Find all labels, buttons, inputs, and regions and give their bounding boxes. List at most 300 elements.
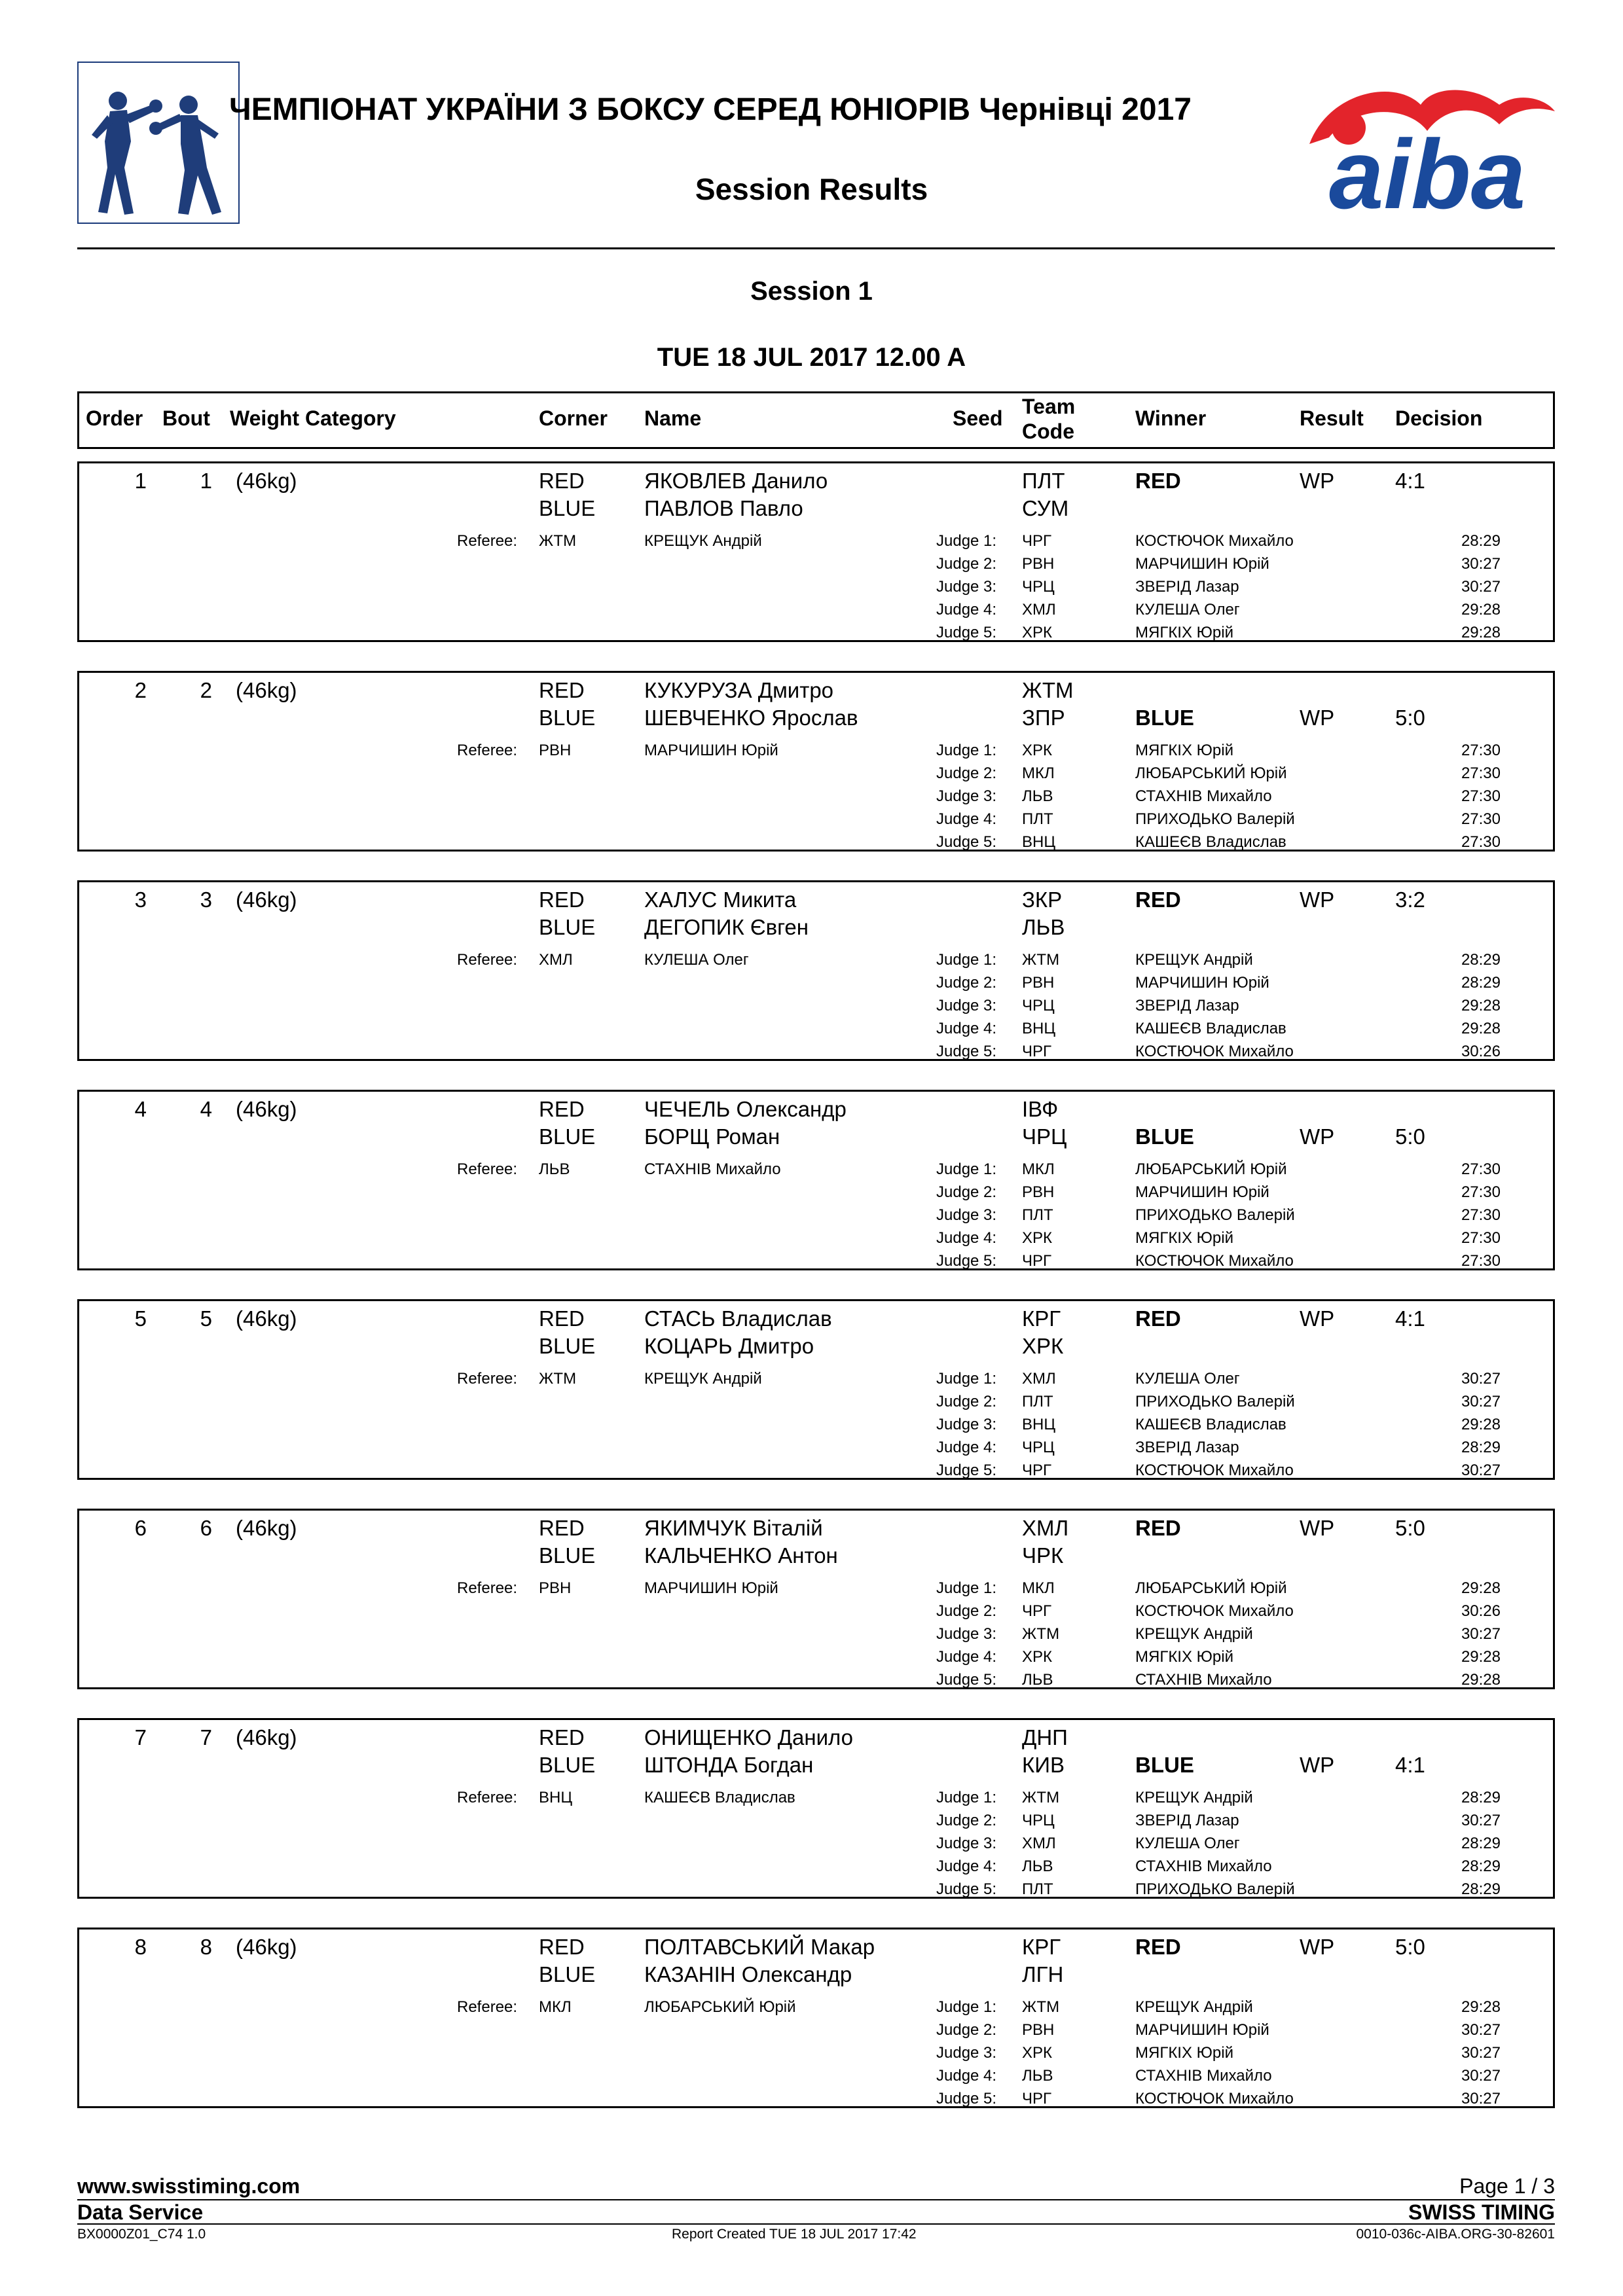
judge-label: Judge 2: bbox=[936, 555, 997, 573]
judge-team: ХРК bbox=[1022, 624, 1052, 641]
judge-label: Judge 2: bbox=[936, 2021, 997, 2039]
judge-label: Judge 1: bbox=[936, 1998, 997, 2016]
judge-score: 29:28 bbox=[1461, 1671, 1501, 1689]
judge-name: ПРИХОДЬКО Валерій bbox=[1135, 810, 1295, 828]
footer-data-service: Data Service bbox=[77, 2200, 204, 2224]
judge-label: Judge 1: bbox=[936, 1160, 997, 1178]
judge-label: Judge 4: bbox=[936, 810, 997, 828]
footer-doc-code: BX0000Z01_C74 1.0 bbox=[77, 2227, 206, 2242]
judge-score: 27:30 bbox=[1461, 1160, 1501, 1178]
judge-team: ПЛТ bbox=[1022, 1880, 1053, 1898]
referee-team: ЛЬВ bbox=[539, 1160, 570, 1178]
judge-team: ЛЬВ bbox=[1022, 1857, 1053, 1875]
judge-name: МАРЧИШИН Юрій bbox=[1135, 974, 1269, 992]
judge-label: Judge 2: bbox=[936, 1602, 997, 1620]
judge-team: ЧРГ bbox=[1022, 1602, 1051, 1620]
judge-team: ХМЛ bbox=[1022, 1835, 1056, 1852]
judge-name: КРЕЩУК Андрій bbox=[1135, 1998, 1253, 2016]
col-weight: Weight Category bbox=[230, 406, 396, 430]
judge-label: Judge 5: bbox=[936, 1252, 997, 1270]
judge-name: КУЛЕША Олег bbox=[1135, 601, 1240, 619]
referee-label: Referee: bbox=[457, 532, 518, 550]
judge-name: КАШЕЄВ Владислав bbox=[1135, 833, 1286, 851]
bout-decision: 5:0 bbox=[1395, 1935, 1425, 1959]
judge-name: КОСТЮЧОК Михайло bbox=[1135, 2090, 1294, 2108]
judge-label: Judge 5: bbox=[936, 1462, 997, 1479]
judge-team: ЖТМ bbox=[1022, 1625, 1060, 1643]
judge-label: Judge 5: bbox=[936, 1043, 997, 1060]
referee-label: Referee: bbox=[457, 1579, 518, 1597]
judge-label: Judge 5: bbox=[936, 624, 997, 641]
judge-score: 30:26 bbox=[1461, 1043, 1501, 1060]
footer-report-created: Report Created TUE 18 JUL 2017 17:42 bbox=[672, 2227, 917, 2242]
judge-score: 28:29 bbox=[1461, 1789, 1501, 1806]
bout-decision: 5:0 bbox=[1395, 1124, 1425, 1149]
judge-team: ВНЦ bbox=[1022, 1416, 1056, 1433]
judge-score: 29:28 bbox=[1461, 624, 1501, 641]
blue-corner-label: BLUE bbox=[539, 1543, 596, 1568]
bout-weight: (46kg) bbox=[236, 1097, 297, 1121]
judge-team: ЧРЦ bbox=[1022, 578, 1055, 596]
judge-team: ВНЦ bbox=[1022, 833, 1056, 851]
judge-label: Judge 1: bbox=[936, 1789, 997, 1806]
col-code: Code bbox=[1022, 420, 1074, 443]
judge-name: МЯГКІХ Юрій bbox=[1135, 742, 1233, 759]
judge-team: ВНЦ bbox=[1022, 1020, 1056, 1037]
session-name: Session 1 bbox=[750, 277, 873, 306]
red-team-code: ІВФ bbox=[1022, 1097, 1059, 1121]
bout-decision: 5:0 bbox=[1395, 1516, 1425, 1540]
referee-label: Referee: bbox=[457, 1160, 518, 1178]
judge-name: КРЕЩУК Андрій bbox=[1135, 951, 1253, 969]
bout-result: WP bbox=[1300, 1306, 1335, 1331]
red-corner-label: RED bbox=[539, 1516, 585, 1540]
blue-boxer-name: ШЕВЧЕНКО Ярослав bbox=[644, 706, 858, 730]
judge-name: КУЛЕША Олег bbox=[1135, 1370, 1240, 1388]
judge-label: Judge 5: bbox=[936, 2090, 997, 2108]
referee-name: КРЕЩУК Андрій bbox=[644, 532, 762, 550]
judge-score: 27:30 bbox=[1461, 810, 1501, 828]
judge-label: Judge 3: bbox=[936, 997, 997, 1014]
blue-team-code: ЗПР bbox=[1022, 706, 1065, 730]
blue-corner-label: BLUE bbox=[539, 706, 596, 730]
judge-team: ЖТМ bbox=[1022, 1789, 1060, 1806]
referee-name: КУЛЕША Олег bbox=[644, 951, 749, 969]
red-team-code: ЗКР bbox=[1022, 888, 1063, 912]
judge-score: 29:28 bbox=[1461, 1020, 1501, 1037]
red-boxer-name: КУКУРУЗА Дмитро bbox=[644, 678, 834, 702]
red-team-code: ХМЛ bbox=[1022, 1516, 1069, 1540]
referee-team: МКЛ bbox=[539, 1998, 572, 2016]
judge-team: ХРК bbox=[1022, 2044, 1052, 2062]
judge-team: ЧРГ bbox=[1022, 1043, 1051, 1060]
referee-name: МАРЧИШИН Юрій bbox=[644, 1579, 778, 1597]
judge-name: КУЛЕША Олег bbox=[1135, 1835, 1240, 1852]
bout-weight: (46kg) bbox=[236, 1725, 297, 1749]
red-boxer-name: ПОЛТАВСЬКИЙ Макар bbox=[644, 1935, 875, 1959]
referee-label: Referee: bbox=[457, 1998, 518, 2016]
bout-winner: RED bbox=[1135, 888, 1181, 912]
page-subtitle: Session Results bbox=[695, 172, 928, 206]
judge-label: Judge 3: bbox=[936, 1835, 997, 1852]
referee-name: МАРЧИШИН Юрій bbox=[644, 742, 778, 759]
judge-team: ХМЛ bbox=[1022, 601, 1056, 619]
bout-weight: (46kg) bbox=[236, 888, 297, 912]
judge-name: ЗВЕРІД Лазар bbox=[1135, 1439, 1239, 1456]
judge-name: ПРИХОДЬКО Валерій bbox=[1135, 1880, 1295, 1898]
referee-name: СТАХНІВ Михайло bbox=[644, 1160, 781, 1178]
judge-label: Judge 4: bbox=[936, 2067, 997, 2085]
judge-label: Judge 2: bbox=[936, 974, 997, 992]
judge-score: 28:29 bbox=[1461, 1835, 1501, 1852]
judge-label: Judge 3: bbox=[936, 578, 997, 596]
blue-team-code: ЛЬВ bbox=[1022, 915, 1065, 939]
judge-name: СТАХНІВ Михайло bbox=[1135, 2067, 1272, 2085]
blue-team-code: ЧРЦ bbox=[1022, 1124, 1067, 1149]
judge-label: Judge 1: bbox=[936, 742, 997, 759]
bout-order: 2 bbox=[134, 678, 147, 702]
blue-boxer-name: БОРЩ Роман bbox=[644, 1124, 780, 1149]
judge-name: КОСТЮЧОК Михайло bbox=[1135, 532, 1294, 550]
red-boxer-name: СТАСЬ Владислав bbox=[644, 1306, 832, 1331]
judge-name: МАРЧИШИН Юрій bbox=[1135, 555, 1269, 573]
referee-label: Referee: bbox=[457, 951, 518, 969]
footer-page: Page 1 / 3 bbox=[1459, 2174, 1555, 2198]
footer-ref-code: 0010-036c-AIBA.ORG-30-82601 bbox=[1356, 2227, 1555, 2242]
judge-name: СТАХНІВ Михайло bbox=[1135, 787, 1272, 805]
bout-result: WP bbox=[1300, 706, 1335, 730]
judge-name: ПРИХОДЬКО Валерій bbox=[1135, 1393, 1295, 1410]
bout-winner: RED bbox=[1135, 1306, 1181, 1331]
red-corner-label: RED bbox=[539, 1935, 585, 1959]
footer-website[interactable]: www.swisstiming.com bbox=[77, 2174, 301, 2198]
judge-team: ЧРГ bbox=[1022, 2090, 1051, 2108]
judge-label: Judge 4: bbox=[936, 1439, 997, 1456]
judge-score: 27:30 bbox=[1461, 1183, 1501, 1201]
referee-team: ХМЛ bbox=[539, 951, 573, 969]
bout-order: 5 bbox=[134, 1306, 147, 1331]
judge-name: МЯГКІХ Юрій bbox=[1135, 2044, 1233, 2062]
bout-weight: (46kg) bbox=[236, 678, 297, 702]
judge-team: ЧРГ bbox=[1022, 1252, 1051, 1270]
bout-winner: RED bbox=[1135, 1516, 1181, 1540]
judge-score: 30:27 bbox=[1461, 1625, 1501, 1643]
judge-score: 30:27 bbox=[1461, 2021, 1501, 2039]
judge-score: 29:28 bbox=[1461, 997, 1501, 1014]
blue-corner-label: BLUE bbox=[539, 1334, 596, 1358]
red-team-code: КРГ bbox=[1022, 1306, 1061, 1331]
judge-label: Judge 4: bbox=[936, 1857, 997, 1875]
blue-boxer-name: КАЛЬЧЕНКО Антон bbox=[644, 1543, 838, 1568]
col-decision: Decision bbox=[1395, 406, 1483, 430]
judge-name: ЗВЕРІД Лазар bbox=[1135, 578, 1239, 596]
judge-label: Judge 2: bbox=[936, 1183, 997, 1201]
red-corner-label: RED bbox=[539, 888, 585, 912]
judge-label: Judge 1: bbox=[936, 532, 997, 550]
judge-score: 29:28 bbox=[1461, 1416, 1501, 1433]
judge-label: Judge 4: bbox=[936, 1648, 997, 1666]
judge-label: Judge 2: bbox=[936, 1812, 997, 1829]
bout-result: WP bbox=[1300, 1516, 1335, 1540]
judge-score: 28:29 bbox=[1461, 1857, 1501, 1875]
footer-divider-1 bbox=[77, 2199, 1555, 2200]
judge-team: РВН bbox=[1022, 555, 1055, 573]
bout-decision: 4:1 bbox=[1395, 1753, 1425, 1777]
judge-label: Judge 5: bbox=[936, 833, 997, 851]
judge-team: РВН bbox=[1022, 2021, 1055, 2039]
blue-corner-label: BLUE bbox=[539, 496, 596, 520]
judge-name: КАШЕЄВ Владислав bbox=[1135, 1416, 1286, 1433]
red-team-code: КРГ bbox=[1022, 1935, 1061, 1959]
col-seed: Seed bbox=[953, 406, 1003, 430]
judge-label: Judge 3: bbox=[936, 2044, 997, 2062]
col-winner: Winner bbox=[1135, 406, 1207, 430]
bout-number: 5 bbox=[200, 1306, 212, 1331]
red-boxer-name: ЯКОВЛЕВ Данило bbox=[644, 469, 828, 493]
red-corner-label: RED bbox=[539, 678, 585, 702]
judge-label: Judge 1: bbox=[936, 951, 997, 969]
bout-number: 1 bbox=[200, 469, 212, 493]
judge-score: 30:27 bbox=[1461, 2067, 1501, 2085]
judge-score: 28:29 bbox=[1461, 951, 1501, 969]
referee-team: ЖТМ bbox=[539, 532, 577, 550]
judge-name: ЛЮБАРСЬКИЙ Юрій bbox=[1135, 1579, 1287, 1597]
session-datetime: TUE 18 JUL 2017 12.00 A bbox=[657, 343, 966, 372]
bout-weight: (46kg) bbox=[236, 1935, 297, 1959]
judge-score: 28:29 bbox=[1461, 1880, 1501, 1898]
bout-order: 4 bbox=[134, 1097, 147, 1121]
bout-number: 6 bbox=[200, 1516, 212, 1540]
judge-name: МЯГКІХ Юрій bbox=[1135, 1648, 1233, 1666]
blue-team-code: ЧРК bbox=[1022, 1543, 1064, 1568]
bout-order: 7 bbox=[134, 1725, 147, 1749]
judge-team: ХРК bbox=[1022, 742, 1052, 759]
judge-team: ПЛТ bbox=[1022, 810, 1053, 828]
judge-name: КОСТЮЧОК Михайло bbox=[1135, 1043, 1294, 1060]
judge-label: Judge 3: bbox=[936, 1206, 997, 1224]
blue-corner-label: BLUE bbox=[539, 1962, 596, 1986]
bout-decision: 4:1 bbox=[1395, 1306, 1425, 1331]
bout-number: 8 bbox=[200, 1935, 212, 1959]
bout-number: 2 bbox=[200, 678, 212, 702]
blue-boxer-name: ПАВЛОВ Павло bbox=[644, 496, 803, 520]
col-name: Name bbox=[644, 406, 702, 430]
judge-score: 30:27 bbox=[1461, 555, 1501, 573]
col-team: Team bbox=[1022, 395, 1076, 418]
referee-name: КАШЕЄВ Владислав bbox=[644, 1789, 795, 1806]
referee-label: Referee: bbox=[457, 1370, 518, 1388]
bout-order: 8 bbox=[134, 1935, 147, 1959]
referee-team: ВНЦ bbox=[539, 1789, 573, 1806]
bout-decision: 4:1 bbox=[1395, 469, 1425, 493]
judge-score: 28:29 bbox=[1461, 974, 1501, 992]
judge-label: Judge 1: bbox=[936, 1370, 997, 1388]
judge-score: 29:28 bbox=[1461, 1648, 1501, 1666]
bout-weight: (46kg) bbox=[236, 469, 297, 493]
judge-label: Judge 4: bbox=[936, 1020, 997, 1037]
judge-name: КОСТЮЧОК Михайло bbox=[1135, 1462, 1294, 1479]
judge-name: ЛЮБАРСЬКИЙ Юрій bbox=[1135, 1160, 1287, 1178]
page-title: ЧЕМПІОНАТ УКРАЇНИ З БОКСУ СЕРЕД ЮНІОРІВ Чернівці 2017 bbox=[229, 92, 1192, 127]
judge-name: МАРЧИШИН Юрій bbox=[1135, 2021, 1269, 2039]
judge-name: ЗВЕРІД Лазар bbox=[1135, 997, 1239, 1014]
judge-team: ХМЛ bbox=[1022, 1370, 1056, 1388]
bout-number: 3 bbox=[200, 888, 212, 912]
col-order: Order bbox=[86, 406, 143, 430]
bout-winner: RED bbox=[1135, 469, 1181, 493]
judge-team: ПЛТ bbox=[1022, 1206, 1053, 1224]
judge-label: Judge 1: bbox=[936, 1579, 997, 1597]
judge-name: ЗВЕРІД Лазар bbox=[1135, 1812, 1239, 1829]
bout-result: WP bbox=[1300, 469, 1335, 493]
blue-team-code: КИВ bbox=[1022, 1753, 1065, 1777]
judge-score: 30:27 bbox=[1461, 2090, 1501, 2108]
referee-team: ЖТМ bbox=[539, 1370, 577, 1388]
judge-label: Judge 3: bbox=[936, 1416, 997, 1433]
col-result: Result bbox=[1300, 406, 1364, 430]
footer-divider-2 bbox=[77, 2223, 1555, 2225]
judge-score: 30:26 bbox=[1461, 1602, 1501, 1620]
judge-name: МЯГКІХ Юрій bbox=[1135, 1229, 1233, 1247]
judge-team: МКЛ bbox=[1022, 1160, 1055, 1178]
referee-name: КРЕЩУК Андрій bbox=[644, 1370, 762, 1388]
red-boxer-name: ЧЕЧЕЛЬ Олександр bbox=[644, 1097, 847, 1121]
judge-name: КОСТЮЧОК Михайло bbox=[1135, 1252, 1294, 1270]
red-boxer-name: ЯКИМЧУК Віталій bbox=[644, 1516, 823, 1540]
blue-corner-label: BLUE bbox=[539, 915, 596, 939]
judge-team: ЖТМ bbox=[1022, 1998, 1060, 2016]
judge-score: 27:30 bbox=[1461, 787, 1501, 805]
aiba-logo-text: aiba bbox=[1329, 119, 1526, 216]
judge-score: 30:27 bbox=[1461, 2044, 1501, 2062]
judge-label: Judge 3: bbox=[936, 1625, 997, 1643]
red-corner-label: RED bbox=[539, 469, 585, 493]
judge-team: ХРК bbox=[1022, 1648, 1052, 1666]
judge-team: РВН bbox=[1022, 1183, 1055, 1201]
judge-score: 30:27 bbox=[1461, 1393, 1501, 1410]
judge-team: ЧРЦ bbox=[1022, 1812, 1055, 1829]
bout-order: 1 bbox=[134, 469, 147, 493]
red-team-code: ПЛТ bbox=[1022, 469, 1065, 493]
referee-label: Referee: bbox=[457, 1789, 518, 1806]
red-boxer-name: ХАЛУС Микита bbox=[644, 888, 797, 912]
bout-order: 6 bbox=[134, 1516, 147, 1540]
judge-score: 27:30 bbox=[1461, 1206, 1501, 1224]
judge-score: 30:27 bbox=[1461, 1812, 1501, 1829]
red-team-code: ДНП bbox=[1022, 1725, 1068, 1749]
judge-name: МАРЧИШИН Юрій bbox=[1135, 1183, 1269, 1201]
judge-label: Judge 2: bbox=[936, 764, 997, 782]
judge-name: КОСТЮЧОК Михайло bbox=[1135, 1602, 1294, 1620]
judge-team: МКЛ bbox=[1022, 1579, 1055, 1597]
judge-score: 28:29 bbox=[1461, 1439, 1501, 1456]
blue-boxer-name: КОЦАРЬ Дмитро bbox=[644, 1334, 814, 1358]
blue-boxer-name: КАЗАНІН Олександр bbox=[644, 1962, 852, 1986]
judge-team: ЧРЦ bbox=[1022, 1439, 1055, 1456]
bout-winner: BLUE bbox=[1135, 1124, 1194, 1149]
judge-label: Judge 3: bbox=[936, 787, 997, 805]
blue-team-code: ЛГН bbox=[1022, 1962, 1064, 1986]
judge-score: 28:29 bbox=[1461, 532, 1501, 550]
referee-team: РВН bbox=[539, 742, 572, 759]
judge-team: МКЛ bbox=[1022, 764, 1055, 782]
judge-score: 29:28 bbox=[1461, 601, 1501, 619]
judge-label: Judge 4: bbox=[936, 601, 997, 619]
bout-result: WP bbox=[1300, 888, 1335, 912]
judge-team: ЛЬВ bbox=[1022, 787, 1053, 805]
judge-score: 29:28 bbox=[1461, 1579, 1501, 1597]
judge-score: 27:30 bbox=[1461, 742, 1501, 759]
bout-decision: 5:0 bbox=[1395, 706, 1425, 730]
bout-weight: (46kg) bbox=[236, 1516, 297, 1540]
judge-name: ЛЮБАРСЬКИЙ Юрій bbox=[1135, 764, 1287, 782]
judge-score: 27:30 bbox=[1461, 1252, 1501, 1270]
judge-team: ЧРГ bbox=[1022, 1462, 1051, 1479]
red-corner-label: RED bbox=[539, 1306, 585, 1331]
judge-team: ЛЬВ bbox=[1022, 2067, 1053, 2085]
blue-boxer-name: ШТОНДА Богдан bbox=[644, 1753, 814, 1777]
red-team-code: ЖТМ bbox=[1022, 678, 1074, 702]
judge-score: 30:27 bbox=[1461, 578, 1501, 596]
judge-score: 27:30 bbox=[1461, 1229, 1501, 1247]
judge-label: Judge 5: bbox=[936, 1671, 997, 1689]
col-corner: Corner bbox=[539, 406, 608, 430]
judge-label: Judge 4: bbox=[936, 1229, 997, 1247]
blue-team-code: СУМ bbox=[1022, 496, 1069, 520]
bout-winner: RED bbox=[1135, 1935, 1181, 1959]
judge-score: 30:27 bbox=[1461, 1370, 1501, 1388]
judge-label: Judge 2: bbox=[936, 1393, 997, 1410]
judge-team: ЖТМ bbox=[1022, 951, 1060, 969]
blue-corner-label: BLUE bbox=[539, 1753, 596, 1777]
red-corner-label: RED bbox=[539, 1097, 585, 1121]
judge-score: 30:27 bbox=[1461, 1462, 1501, 1479]
judge-name: СТАХНІВ Михайло bbox=[1135, 1857, 1272, 1875]
judge-team: ХРК bbox=[1022, 1229, 1052, 1247]
aiba-logo bbox=[1303, 65, 1558, 216]
blue-boxer-name: ДЕГОПИК Євген bbox=[644, 915, 809, 939]
judge-team: ПЛТ bbox=[1022, 1393, 1053, 1410]
blue-corner-label: BLUE bbox=[539, 1124, 596, 1149]
bout-order: 3 bbox=[134, 888, 147, 912]
bout-decision: 3:2 bbox=[1395, 888, 1425, 912]
red-corner-label: RED bbox=[539, 1725, 585, 1749]
judge-name: КАШЕЄВ Владислав bbox=[1135, 1020, 1286, 1037]
judge-name: МЯГКІХ Юрій bbox=[1135, 624, 1233, 641]
judge-name: СТАХНІВ Михайло bbox=[1135, 1671, 1272, 1689]
judge-name: ПРИХОДЬКО Валерій bbox=[1135, 1206, 1295, 1224]
judge-score: 29:28 bbox=[1461, 1998, 1501, 2016]
judge-team: ЧРГ bbox=[1022, 532, 1051, 550]
judge-score: 27:30 bbox=[1461, 764, 1501, 782]
bout-result: WP bbox=[1300, 1935, 1335, 1959]
judge-name: КРЕЩУК Андрій bbox=[1135, 1789, 1253, 1806]
bout-number: 4 bbox=[200, 1097, 212, 1121]
bout-weight: (46kg) bbox=[236, 1306, 297, 1331]
referee-name: ЛЮБАРСЬКИЙ Юрій bbox=[644, 1998, 796, 2016]
header-divider bbox=[77, 247, 1555, 249]
judge-team: ЛЬВ bbox=[1022, 1671, 1053, 1689]
footer-brand: SWISS TIMING bbox=[1408, 2200, 1555, 2224]
referee-label: Referee: bbox=[457, 742, 518, 759]
bout-result: WP bbox=[1300, 1124, 1335, 1149]
blue-team-code: ХРК bbox=[1022, 1334, 1064, 1358]
judge-team: ЧРЦ bbox=[1022, 997, 1055, 1014]
bout-number: 7 bbox=[200, 1725, 212, 1749]
judge-score: 27:30 bbox=[1461, 833, 1501, 851]
judge-label: Judge 5: bbox=[936, 1880, 997, 1898]
bout-result: WP bbox=[1300, 1753, 1335, 1777]
